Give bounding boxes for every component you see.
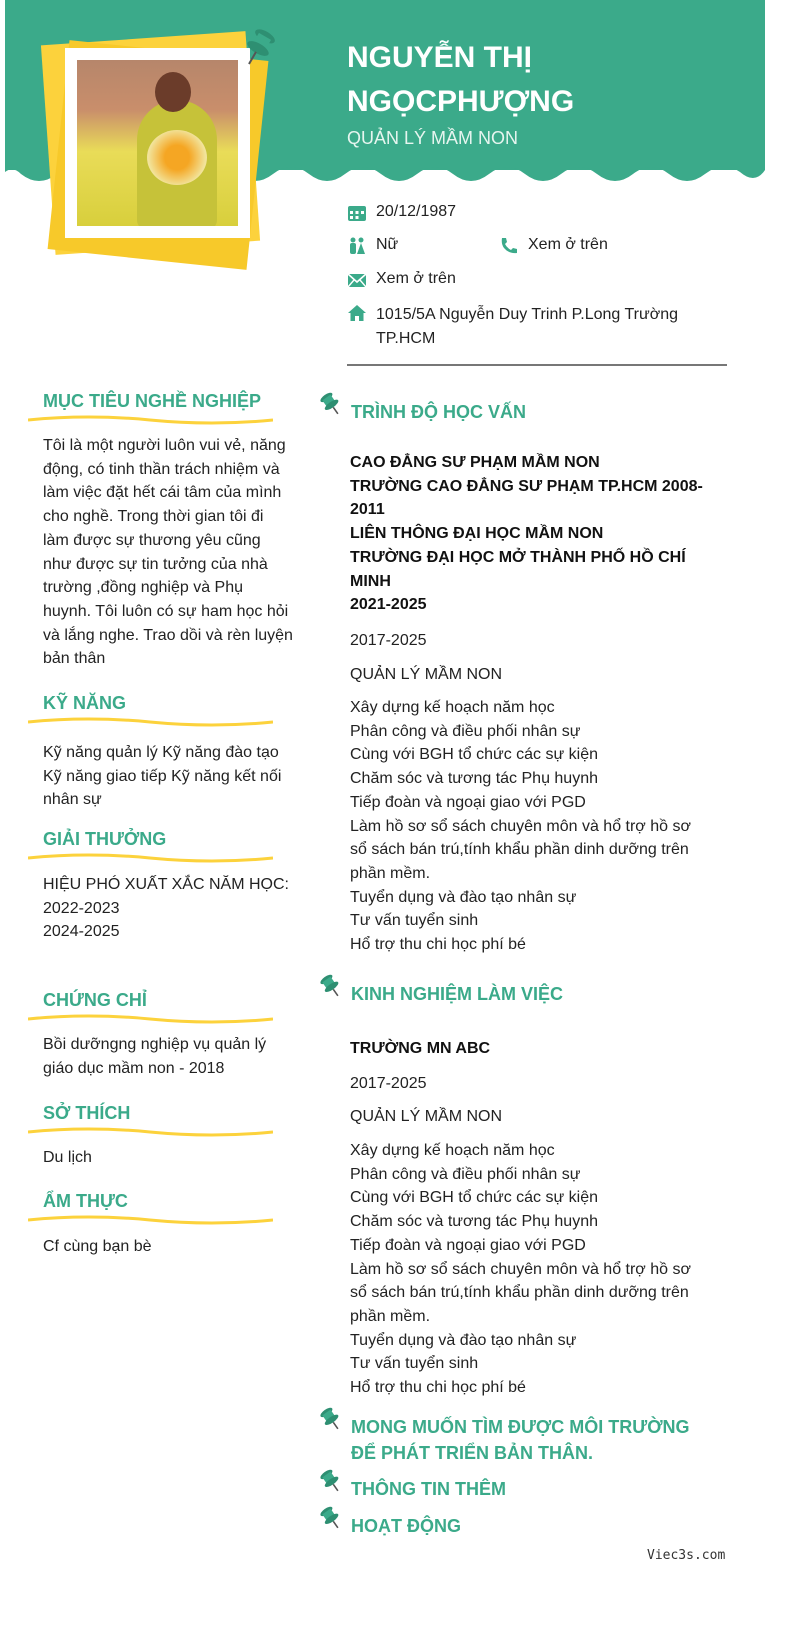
candidate-title: QUẢN LÝ MẦM NON <box>347 128 519 148</box>
skills-text: Kỹ năng quản lý Kỹ năng đào tạo Kỹ năng giao tiếp Kỹ năng kết nối nhân sự <box>43 744 282 809</box>
contact-email <box>347 270 456 289</box>
duty-item: sổ sách bán trú,tính khẩu phần dinh dưỡng trên <box>350 841 689 859</box>
duty-item: Tuyển dụng và đào tạo nhân sự <box>350 888 577 906</box>
activities-title: HOẠT ĐỘNG <box>351 1516 461 1536</box>
profile-photo <box>77 60 238 226</box>
heading-underline <box>28 414 273 426</box>
certificates-heading: CHỨNG CHỈ <box>43 990 147 1010</box>
heading-underline <box>28 1126 273 1138</box>
address-value: 1015/5A Nguyễn Duy Trinh P.Long Trường TP.HCM <box>376 306 678 347</box>
education-line: MINH <box>350 572 391 590</box>
gender-icon <box>347 237 367 255</box>
duty-item: Tuyển dụng và đào tạo nhân sự <box>350 1331 577 1349</box>
birthday-value: 20/12/1987 <box>376 203 457 220</box>
more-info-title: THÔNG TIN THÊM <box>351 1479 506 1499</box>
duty-item: Phân công và điều phối nhân sự <box>350 1165 581 1183</box>
duty-item: Tư vấn tuyển sinh <box>350 912 479 930</box>
education-title: TRÌNH ĐỘ HỌC VẤN <box>351 402 526 422</box>
education-line: LIÊN THÔNG ĐẠI HỌC MẦM NON <box>350 525 604 543</box>
award-line: 2024-2025 <box>43 923 120 941</box>
experience-position: QUẢN LÝ MẦM NON <box>350 1108 503 1125</box>
education-line: 2021-2025 <box>350 596 427 614</box>
duty-item: Hổ trợ thu chi học phí bé <box>350 936 526 954</box>
certificates-text: Bồi dưỡngng nghiệp vụ quản lý giáo dục mầm non - 2018 <box>43 1036 267 1077</box>
activities-heading <box>318 1513 711 1539</box>
phone-icon <box>499 237 519 255</box>
awards-heading: GIẢI THƯỞNG <box>43 829 167 849</box>
site-watermark: Viec3s.com <box>647 1548 726 1563</box>
award-line: 2022-2023 <box>43 899 120 917</box>
contact-gender <box>347 236 398 255</box>
duty-item: Cùng với BGH tổ chức các sự kiện <box>350 1189 598 1207</box>
education-line: 2011 <box>350 501 385 519</box>
pushpin-icon <box>240 25 280 70</box>
duty-item: Làm hồ sơ sổ sách chuyên môn và hổ trợ hồ sơ <box>350 817 691 835</box>
experience-period: 2017-2025 <box>350 1075 427 1092</box>
awards-text <box>43 873 293 944</box>
contact-address <box>347 303 727 350</box>
goal-heading <box>318 1414 711 1466</box>
education-position: QUẢN LÝ MẦM NON <box>350 666 503 683</box>
food-heading: ẨM THỰC <box>43 1191 128 1211</box>
experience-heading <box>318 981 711 1007</box>
heading-underline <box>28 1013 273 1025</box>
duty-item: Tiếp đoàn và ngoại giao với PGD <box>350 793 586 811</box>
more-info-heading <box>318 1476 711 1502</box>
objective-heading: MỤC TIÊU NGHỀ NGHIỆP <box>43 391 262 411</box>
contact-birthday <box>347 203 456 222</box>
education-heading <box>318 399 711 425</box>
duty-item: Cùng với BGH tổ chức các sự kiện <box>350 746 598 764</box>
heading-underline <box>28 1214 273 1226</box>
goal-title: MONG MUỐN TÌM ĐƯỢC MÔI TRƯỜNG ĐỂ PHÁT TRIỂN BẢN THÂN. <box>351 1417 690 1463</box>
education-line: TRƯỜNG ĐẠI HỌC MỞ THÀNH PHỐ HỒ CHÍ <box>350 548 686 566</box>
photo-frame <box>65 48 250 238</box>
duty-item: Chăm sóc và tương tác Phụ huynh <box>350 1213 598 1231</box>
duty-item: phần mềm. <box>350 1307 431 1325</box>
education-duties <box>350 696 710 957</box>
objective-text: Tôi là một người luôn vui vẻ, năng động, có tinh thần trách nhiệm và làm việc đặt hết cái tâm của mình cho nghề. Trong thời gian tôi đi làm được sự thương yêu cũng như được sự tin tưởng của nhà trường ,đồng nghiệp và Phụ huynh. Tôi luôn có sự ham học hỏi và lắng nghe. Trao dồi và rèn luyện bản thân <box>43 437 293 668</box>
contact-divider <box>347 364 727 366</box>
pushpin-icon <box>318 391 344 417</box>
duty-item: sổ sách bán trú,tính khẩu phần dinh dưỡng trên <box>350 1284 689 1302</box>
experience-company: TRƯỜNG MN ABC <box>350 1040 491 1057</box>
candidate-name: NGUYỄN THỊ NGỌCPHƯỢNG <box>347 41 575 118</box>
duty-item: Phân công và điều phối nhân sự <box>350 722 581 740</box>
mail-icon <box>347 271 367 289</box>
experience-duties <box>350 1139 710 1400</box>
calendar-icon <box>347 204 367 222</box>
food-text: Cf cùng bạn bè <box>43 1238 152 1255</box>
duty-item: Xây dựng kế hoạch năm học <box>350 1142 555 1159</box>
contact-phone <box>499 236 608 255</box>
heading-underline <box>28 716 273 728</box>
skills-heading: KỸ NĂNG <box>43 693 127 713</box>
duty-item: Làm hồ sơ sổ sách chuyên môn và hổ trợ hồ sơ <box>350 1260 691 1278</box>
education-details <box>350 451 710 617</box>
duty-item: Chăm sóc và tương tác Phụ huynh <box>350 770 598 788</box>
hobbies-text: Du lịch <box>43 1149 92 1166</box>
gender-value: Nữ <box>376 236 399 253</box>
pushpin-icon <box>318 1406 344 1432</box>
phone-value: Xem ở trên <box>528 236 608 253</box>
education-line: TRƯỜNG CAO ĐẲNG SƯ PHẠM TP.HCM 2008- <box>350 477 703 495</box>
duty-item: phần mềm. <box>350 864 431 882</box>
experience-title: KINH NGHIỆM LÀM VIỆC <box>351 984 564 1004</box>
duty-item: Tiếp đoàn và ngoại giao với PGD <box>350 1236 586 1254</box>
education-period: 2017-2025 <box>350 632 427 649</box>
duty-item: Hổ trợ thu chi học phí bé <box>350 1379 526 1397</box>
email-value: Xem ở trên <box>376 270 456 287</box>
pushpin-icon <box>318 973 344 999</box>
duty-item: Xây dựng kế hoạch năm học <box>350 699 555 716</box>
education-line: CAO ĐẲNG SƯ PHẠM MẦM NON <box>350 454 600 471</box>
duty-item: Tư vấn tuyển sinh <box>350 1355 479 1373</box>
heading-underline <box>28 852 273 864</box>
pushpin-icon <box>318 1468 344 1494</box>
hobbies-heading: SỞ THÍCH <box>43 1103 131 1123</box>
award-line: HIỆU PHÓ XUẤT XẮC NĂM HỌC: <box>43 876 289 893</box>
pushpin-icon <box>318 1505 344 1531</box>
home-icon <box>347 304 367 322</box>
